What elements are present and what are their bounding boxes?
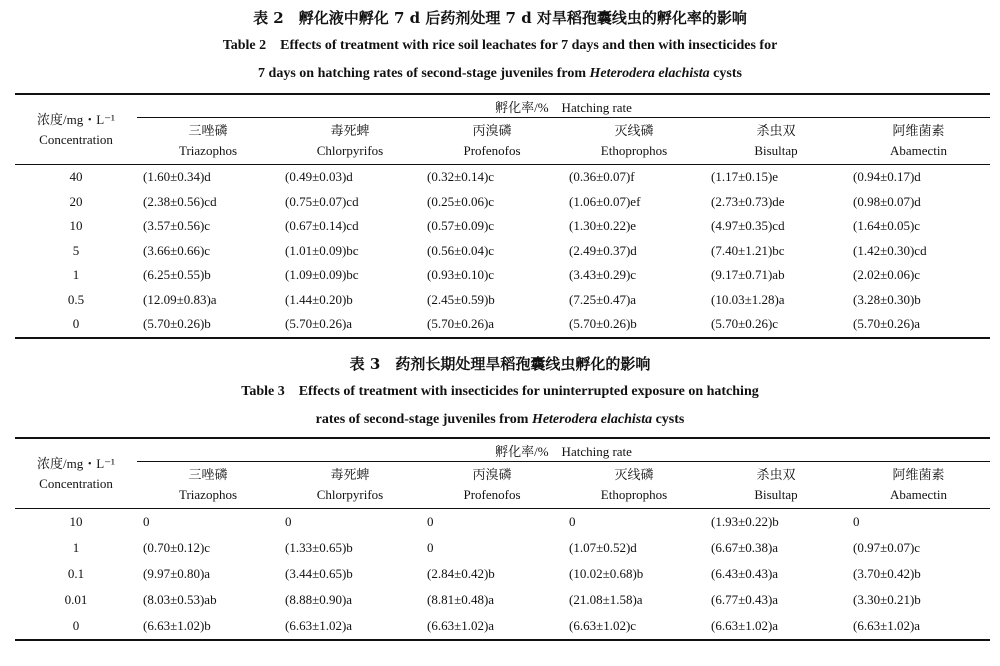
table3-compound-header (279, 462, 421, 509)
hatching-rate-cell: (21.08±1.58)a (569, 592, 643, 607)
table3-compound-name-cn: 杀虫双 (756, 467, 796, 482)
hatching-rate-cell: 0 (853, 514, 860, 529)
concentration-cell: 20 (69, 193, 83, 209)
table-row (15, 214, 990, 239)
hatching-rate-cell: (0.32±0.14)c (427, 169, 495, 185)
hatching-rate-cell: (2.45±0.59)b (427, 291, 495, 307)
table-row (15, 613, 990, 640)
concentration-cell: 0 (15, 613, 137, 640)
hatching-rate-cell: (1.93±0.22)b (711, 514, 779, 529)
hatching-rate-cell: (6.25±0.55)b (143, 267, 211, 283)
hatching-rate-cell: (1.64±0.05)c (853, 218, 921, 234)
table2-compound-header (137, 118, 279, 165)
table3-compound-header (705, 462, 847, 509)
hatching-rate-cell: (3.30±0.21)b (853, 592, 921, 607)
table2-compound-name-cn: 毒死蜱 (330, 123, 370, 138)
table3 (15, 437, 990, 641)
table2-compound-name-en: Chlorpyrifos (316, 143, 384, 158)
hatching-rate-cell: (9.97±0.80)a (143, 566, 211, 581)
table3-title-en-line2 (0, 410, 1000, 430)
table2-compound-name-en: Triazophos (178, 143, 238, 158)
hatching-rate-cell: 0 (427, 540, 434, 555)
table3-compound-name-en: Ethoprophos (600, 487, 668, 502)
hatching-rate-cell: (4.97±0.35)cd (711, 218, 785, 234)
hatching-rate-cell: (6.63±1.02)a (705, 613, 847, 640)
table3-hatching-header: 孵化率/% Hatching rate (137, 438, 990, 462)
hatching-rate-cell: (6.67±0.38)a (711, 540, 779, 555)
hatching-rate-cell: 0 (569, 514, 576, 529)
table2-title-en-line2-post: cysts (709, 66, 742, 81)
table2-compound-header (705, 118, 847, 165)
hatching-rate-cell: (3.28±0.30)b (853, 291, 921, 307)
hatching-rate-cell: (2.84±0.42)b (427, 566, 495, 581)
hatching-rate-cell: (0.49±0.03)d (285, 169, 353, 185)
table3-compound-name-en: Triazophos (178, 487, 238, 502)
table3-title-en-line1: Table 3 Effects of treatment with insecticides for uninterrupted exposure on hatching (241, 384, 759, 399)
hatching-rate-cell: (6.63±1.02)c (563, 613, 705, 640)
hatching-rate-cell: (0.75±0.07)cd (285, 193, 359, 209)
hatching-rate-cell: (5.70±0.26)a (847, 312, 990, 338)
table-row (15, 587, 990, 613)
table2-compound-name-cn: 三唑磷 (188, 123, 228, 138)
table2-conc-header-cn: 浓度/mg・L⁻¹ (37, 111, 115, 127)
table-row (15, 165, 990, 190)
hatching-rate-cell: (3.66±0.66)c (143, 242, 211, 258)
table2-title-en-line1: Table 2 Effects of treatment with rice soil leachates for 7 days and then with insecticides for (222, 38, 778, 53)
hatching-rate-cell: (6.43±0.43)a (711, 566, 779, 581)
hatching-rate-cell: (1.17±0.15)e (711, 169, 779, 185)
hatching-rate-cell: (0.67±0.14)cd (285, 218, 359, 234)
hatching-rate-cell: (1.30±0.22)e (569, 218, 637, 234)
table-row (15, 190, 990, 215)
hatching-rate-cell: (2.02±0.06)c (853, 267, 921, 283)
table2-compound-header (279, 118, 421, 165)
table-row (15, 535, 990, 561)
table-row (15, 561, 990, 587)
concentration-cell: 1 (72, 540, 80, 555)
table2-compound-header (847, 118, 990, 165)
table-row (15, 263, 990, 288)
hatching-rate-cell: (3.44±0.65)b (285, 566, 353, 581)
hatching-rate-cell: (0.97±0.07)c (853, 540, 921, 555)
table-row (15, 288, 990, 313)
hatching-rate-cell: (0.94±0.17)d (853, 169, 921, 185)
table2-body (15, 165, 990, 338)
table2-hatching-header: 孵化率/% Hatching rate (137, 94, 990, 118)
hatching-rate-cell: (2.49±0.37)d (569, 242, 637, 258)
hatching-rate-cell: (2.38±0.56)cd (143, 193, 217, 209)
table3-compound-name-cn: 丙溴磷 (472, 467, 512, 482)
hatching-rate-cell: (6.63±1.02)a (279, 613, 421, 640)
table3-title-species: Heterodera elachista (531, 412, 653, 427)
hatching-rate-cell: (6.63±1.02)b (137, 613, 279, 640)
table3-compound-header (421, 462, 563, 509)
hatching-rate-cell: (5.70±0.26)b (137, 312, 279, 338)
table2-title-block (0, 8, 1000, 84)
concentration-cell: 0.5 (67, 291, 85, 307)
hatching-rate-cell: (8.81±0.48)a (427, 592, 495, 607)
hatching-rate-cell: (1.01±0.09)bc (285, 242, 359, 258)
table3-title-cn: 表 3 药剂长期处理旱稻孢囊线虫孵化的影响 (349, 355, 651, 373)
hatching-rate-cell: (3.57±0.56)c (143, 218, 211, 234)
hatching-rate-cell: (10.03±1.28)a (711, 291, 785, 307)
table2-conc-header-en: Concentration (39, 131, 113, 147)
table3-conc-header (15, 438, 137, 509)
hatching-rate-cell: (7.40±1.21)bc (711, 242, 785, 258)
table2-compound-name-cn: 丙溴磷 (472, 123, 512, 138)
hatching-rate-cell: (12.09±0.83)a (143, 291, 217, 307)
table2-compound-header (421, 118, 563, 165)
hatching-rate-cell: 0 (285, 514, 292, 529)
table3-compound-name-en: Abamectin (890, 487, 948, 502)
table2-compound-name-en: Bisultap (754, 143, 798, 158)
hatching-rate-cell: (1.06±0.07)ef (569, 193, 641, 209)
hatching-rate-cell: (1.42±0.30)cd (853, 242, 927, 258)
hatching-rate-cell: (6.63±1.02)a (421, 613, 563, 640)
table2-compound-name-cn: 杀虫双 (756, 123, 796, 138)
hatching-rate-cell: (10.02±0.68)b (569, 566, 644, 581)
table2-compound-name-cn: 阿维菌素 (892, 123, 945, 138)
table3-compound-header (847, 462, 990, 509)
hatching-rate-cell: (3.70±0.42)b (853, 566, 921, 581)
hatching-rate-cell: (0.70±0.12)c (143, 540, 211, 555)
hatching-rate-cell: (9.17±0.71)ab (711, 267, 785, 283)
hatching-rate-cell: (1.33±0.65)b (285, 540, 353, 555)
table3-compound-header-row (15, 462, 990, 509)
hatching-rate-cell: (8.88±0.90)a (285, 592, 353, 607)
table3-compound-header (563, 462, 705, 509)
table2-title-species: Heterodera elachista (589, 66, 710, 81)
concentration-cell: 0.1 (67, 566, 85, 581)
table3-body (15, 509, 990, 641)
hatching-rate-cell: 0 (427, 514, 434, 529)
hatching-rate-cell: (0.56±0.04)c (427, 242, 495, 258)
concentration-cell: 0.01 (64, 592, 88, 607)
table-row (15, 312, 990, 338)
table-row (15, 509, 990, 536)
concentration-cell: 1 (72, 267, 80, 283)
table2-compound-header-row (15, 118, 990, 165)
hatching-rate-cell: (6.63±1.02)a (847, 613, 990, 640)
concentration-cell: 10 (69, 218, 83, 234)
concentration-cell: 10 (69, 514, 83, 529)
table3-compound-name-en: Profenofos (463, 487, 521, 502)
table3-compound-name-cn: 灭线磷 (614, 467, 654, 482)
table2-title-en-line2-pre: 7 days on hatching rates of second-stage juveniles from (258, 66, 590, 81)
hatching-rate-cell: (1.44±0.20)b (285, 291, 353, 307)
table2-compound-name-en: Ethoprophos (600, 143, 668, 158)
table2-compound-name-en: Abamectin (890, 143, 948, 158)
hatching-rate-cell: (3.43±0.29)c (569, 267, 637, 283)
hatching-rate-cell: (5.70±0.26)a (279, 312, 421, 338)
table3-conc-header-en: Concentration (39, 475, 113, 491)
concentration-cell: 5 (72, 242, 80, 258)
table2 (15, 93, 990, 339)
table3-compound-name-en: Chlorpyrifos (316, 487, 384, 502)
hatching-rate-cell: 0 (143, 514, 150, 529)
table3-compound-name-cn: 三唑磷 (188, 467, 228, 482)
hatching-rate-cell: (0.36±0.07)f (569, 169, 635, 185)
concentration-cell: 0 (15, 312, 137, 338)
table3-compound-name-en: Bisultap (754, 487, 798, 502)
table2-conc-header (15, 94, 137, 165)
hatching-rate-cell: (1.60±0.34)d (143, 169, 211, 185)
hatching-rate-cell: (5.70±0.26)a (421, 312, 563, 338)
table2-title-en-line2 (0, 64, 1000, 84)
hatching-rate-cell: (5.70±0.26)b (563, 312, 705, 338)
hatching-rate-cell: (1.07±0.52)d (569, 540, 637, 555)
hatching-rate-cell: (2.73±0.73)de (711, 193, 785, 209)
hatching-rate-cell: (0.25±0.06)c (427, 193, 495, 209)
hatching-rate-cell: (1.09±0.09)bc (285, 267, 359, 283)
table-row (15, 239, 990, 264)
table3-compound-name-cn: 毒死蜱 (330, 467, 370, 482)
table3-title-en-line2-pre: rates of second-stage juveniles from (315, 412, 532, 427)
concentration-cell: 40 (69, 169, 83, 185)
table2-compound-header (563, 118, 705, 165)
table2-compound-name-en: Profenofos (463, 143, 521, 158)
table2-compound-name-cn: 灭线磷 (614, 123, 654, 138)
table3-conc-header-cn: 浓度/mg・L⁻¹ (37, 455, 115, 471)
table3-title-en-line2-post: cysts (652, 412, 685, 427)
table3-compound-header (137, 462, 279, 509)
hatching-rate-cell: (8.03±0.53)ab (143, 592, 217, 607)
table3-title-block (0, 354, 1000, 430)
hatching-rate-cell: (0.98±0.07)d (853, 193, 921, 209)
hatching-rate-cell: (5.70±0.26)c (705, 312, 847, 338)
hatching-rate-cell: (0.57±0.09)c (427, 218, 495, 234)
table2-title-cn: 表 2 孵化液中孵化 7 d 后药剂处理 7 d 对旱稻孢囊线虫的孵化率的影响 (253, 9, 747, 27)
table3-compound-name-cn: 阿维菌素 (892, 467, 945, 482)
hatching-rate-cell: (0.93±0.10)c (427, 267, 495, 283)
hatching-rate-cell: (7.25±0.47)a (569, 291, 637, 307)
hatching-rate-cell: (6.77±0.43)a (711, 592, 779, 607)
